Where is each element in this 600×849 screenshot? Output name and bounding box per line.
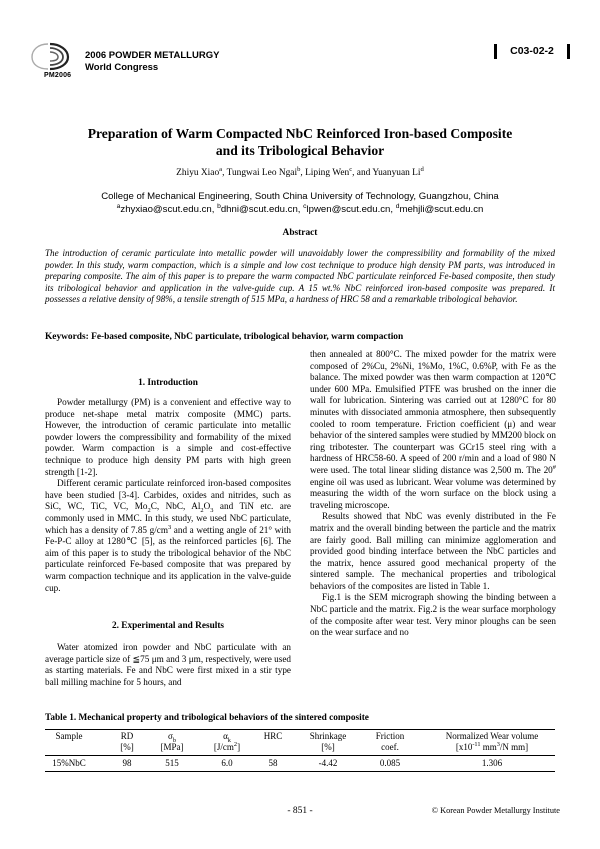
email-sep: , (297, 203, 304, 215)
author-name: Liping Wen (305, 168, 350, 178)
keywords-line: Keywords: Fe-based composite, NbC particulate, tribological behavior, warm compaction (45, 332, 404, 342)
table-cell: 6.0 (221, 758, 233, 768)
email-address[interactable]: dhni@scut.edu.cn (220, 203, 298, 215)
table-header-cell (256, 731, 290, 742)
table-header-cell (150, 731, 194, 753)
header-label: Sample (55, 731, 83, 741)
pm2006-logo (28, 42, 74, 86)
table-middle-rule (45, 755, 555, 756)
conference-line-2: World Congress (85, 62, 159, 73)
affiliation-block (40, 191, 560, 216)
experimental-body (45, 642, 291, 688)
header-unit: coef. (381, 742, 399, 752)
logo-year-label: PM2006 (44, 72, 72, 79)
table-cell: 1.306 (481, 758, 503, 768)
author-mark: a (219, 165, 223, 173)
right-paragraph-2: Results showed that NbC was evenly distributed in the Fe matrix and the overall binding between the particle and the matrix are fairly good. Ball milling can minimize agglomeration and provided good binding interface between the NbC particles and the matrix, hence assured good mechanical property of the sintered sample. The mechanical properties and tribological behaviors of the composites are listed in Table 1. (310, 511, 556, 591)
copyright-notice: © Korean Powder Metallurgy Institute (431, 806, 560, 815)
page-number: - 851 - (287, 806, 313, 816)
email-sep: , (390, 203, 396, 215)
author-mark: c (349, 165, 353, 173)
header-label: Normalized Wear volume (445, 731, 539, 741)
email-address[interactable]: lpwen@scut.edu.cn (306, 203, 391, 215)
header-label: Friction (375, 731, 405, 741)
affiliation: College of Mechanical Engineering, South China University of Technology, Guangzhou, China (101, 191, 499, 202)
table-cell: 15%NbC (52, 758, 86, 768)
header-unit: [%] (321, 742, 335, 752)
introduction-body (45, 397, 291, 594)
right-paragraph-3: Fig.1 is the SEM micrograph showing the binding between a NbC particle and the matrix. Fig.2 is the wear surface morphology of the composite after wear test. Very minor ploughs can be seen on the wear surface and no (310, 592, 556, 638)
author-name: Zhiyu Xiao (176, 168, 220, 178)
subscript: 2 (200, 507, 204, 515)
swirl-logo-icon (28, 42, 74, 72)
email-address[interactable]: zhyxiao@scut.edu.cn (120, 203, 212, 215)
table-header-cell (363, 731, 417, 753)
author-sep: , (222, 168, 227, 178)
experimental-paragraph-1: Water atomized iron powder and NbC particulate with an average particle size of ≦75 μm and 3 μm, respectively, were used as starting materials. Fe and NbC were first mixed in a stir type ball milling machine for 5 hours, and (45, 642, 291, 687)
email-mark: c (303, 202, 307, 210)
intro-paragraph-2 (45, 478, 291, 594)
paper-title (40, 125, 560, 159)
subscript: 2 (147, 507, 151, 515)
header-label: HRC (263, 731, 283, 741)
author-mark: d (420, 165, 424, 173)
table-top-rule (45, 729, 555, 730)
intro-p2-text: O (203, 501, 211, 512)
superscript: 3 (167, 523, 172, 531)
right-column-body (310, 349, 556, 639)
author-mark: b (297, 165, 301, 173)
superscript: # (552, 463, 556, 471)
author-name: Tungwai Leo Ngai (226, 168, 298, 178)
email-mark: d (395, 202, 400, 210)
header-unit: [%] (120, 742, 134, 752)
table-header-cell (430, 731, 554, 753)
header-label: RD (120, 731, 134, 741)
title-line-2: and its Tribological Behavior (215, 143, 385, 158)
right-p1-text: then annealed at 800°C. The mixed powder for the matrix were composed of 2%Cu, 2%Ni, 1%Mo, 1%C, 0.6%P, with Fe as the balance. The mixed powder was then warm compaction at 120℃ under 600 MPa. Emulsified PTFE was brushed on the inner die wall for lubrication. Sintering was carried out at 1280°C for 80 minutes with dissociated ammonia atmosphere, then subsequently cooled to room temperature. Friction coefficient (μ) and wear behavior of the sintered samples were studied by MM200 block on ring tribotester. The counterpart was GCr15 steel ring with a hardness of HRC58-60. A speed of 200 r/min and a load of 980 N were used. The total linear sliding distance was 2,500 m. The 20 (310, 349, 556, 475)
header-unit: [MPa] (160, 742, 184, 752)
right-paragraph-1 (310, 349, 556, 511)
header-label: Shrinkage (309, 731, 347, 741)
conference-line-1: 2006 POWDER METALLURGY (85, 50, 220, 61)
intro-p2-text: Different ceramic particulate reinforced iron-based composites have been studied [3-4]. Carbides, oxides and nitrides, such as SiC, WC, TiC, VC, Mo (45, 478, 291, 512)
author-name: Yuanyuan Li (372, 168, 421, 178)
section-heading-introduction: 1. Introduction (138, 378, 198, 388)
email-mark: b (217, 202, 221, 210)
title-line-1: Preparation of Warm Compacted NbC Reinforced Iron-based Composite (87, 126, 513, 141)
table-cell: -4.42 (318, 758, 338, 768)
intro-paragraph-1: Powder metallurgy (PM) is a convenient and effective way to produce net-shape metal matrix composite (MMC) parts. However, the introduction of ceramic particulate into metallic powder lowers the compressibility and formability of the mixed powder. Warm compaction is a simple and cost-effective technique to produce high density PM parts with high green strength [1-2]. (45, 397, 291, 477)
abstract-heading: Abstract (282, 228, 318, 238)
table-caption: Table 1. Mechanical property and tribological behaviors of the sintered composite (45, 713, 369, 723)
subscript: 3 (210, 507, 214, 515)
email-address[interactable]: mehjli@scut.edu.cn (399, 203, 484, 215)
table-header-cell (300, 731, 356, 753)
header-unit-jcm2: $[J/cm^2]$ (213, 741, 241, 752)
section-heading-experimental: 2. Experimental and Results (111, 621, 225, 631)
table-cell: 58 (268, 758, 278, 768)
right-p1-text: engine oil was used as lubricant. Wear volume was determined by measuring the width of the worn surface on the block using a traveling microscope. (310, 476, 556, 510)
abstract-text: The introduction of ceramic particulate into metallic powder will unavoidably lower the compressibility and formability of the mixed powder. In this study, warm compaction, which is a simple and low cost technique to produce high density PM parts, was introduced in preparing composite. The aim of this paper is to prepare the warm compacted NbC particulate reinforced Fe-based composite, then study its tribological behavior and application in the valve-guide cup. A 15 wt.% NbC reinforced iron-based composite was prepared. It possesses a relative density of 98%, a tensile strength of 515 MPa, a hardness of HRC 58 and a remarkable tribological behavior. (45, 248, 555, 305)
table-header-cell (110, 731, 144, 753)
email-mark: a (116, 202, 121, 210)
table-cell: 515 (165, 758, 179, 768)
author-sep: , and (352, 168, 373, 178)
intro-p2-text: and TiN etc. are commonly used in MMC. In this study, we used NbC particulate, which has a density of 7.85 g/cm (45, 501, 292, 535)
table-header-cell (45, 731, 93, 742)
header-unit-wear: [$x10^{-11}$ $mm^3/N$ mm] (455, 741, 529, 752)
email-line (40, 204, 560, 217)
header-label-alpha-k: $\alpha_k$ (223, 731, 231, 744)
table-cell: 98 (122, 758, 132, 768)
table-header-cell (203, 731, 251, 753)
author-sep: , (300, 168, 306, 178)
header-label-sigma-b: $\sigma_b$ (167, 731, 176, 744)
email-sep: , (211, 203, 218, 215)
authors-line (40, 165, 560, 178)
table-bottom-rule (45, 771, 555, 772)
paper-code: C03-02-2 (494, 44, 570, 59)
conference-name (85, 50, 219, 74)
intro-p2-text: C, NbC, Al (150, 501, 201, 512)
table-cell: 0.085 (379, 758, 401, 768)
intro-p2-text: and a wetting angle of 21° with Fe-P-C alloy at 1280℃ [5], as the reinforced particles [6]. The aim of this paper is to study the tribological behavior of the NbC particulate reinforced Fe-based composite that was prepared by warm compaction technique and its application in the valve-guide cup. (45, 524, 291, 593)
